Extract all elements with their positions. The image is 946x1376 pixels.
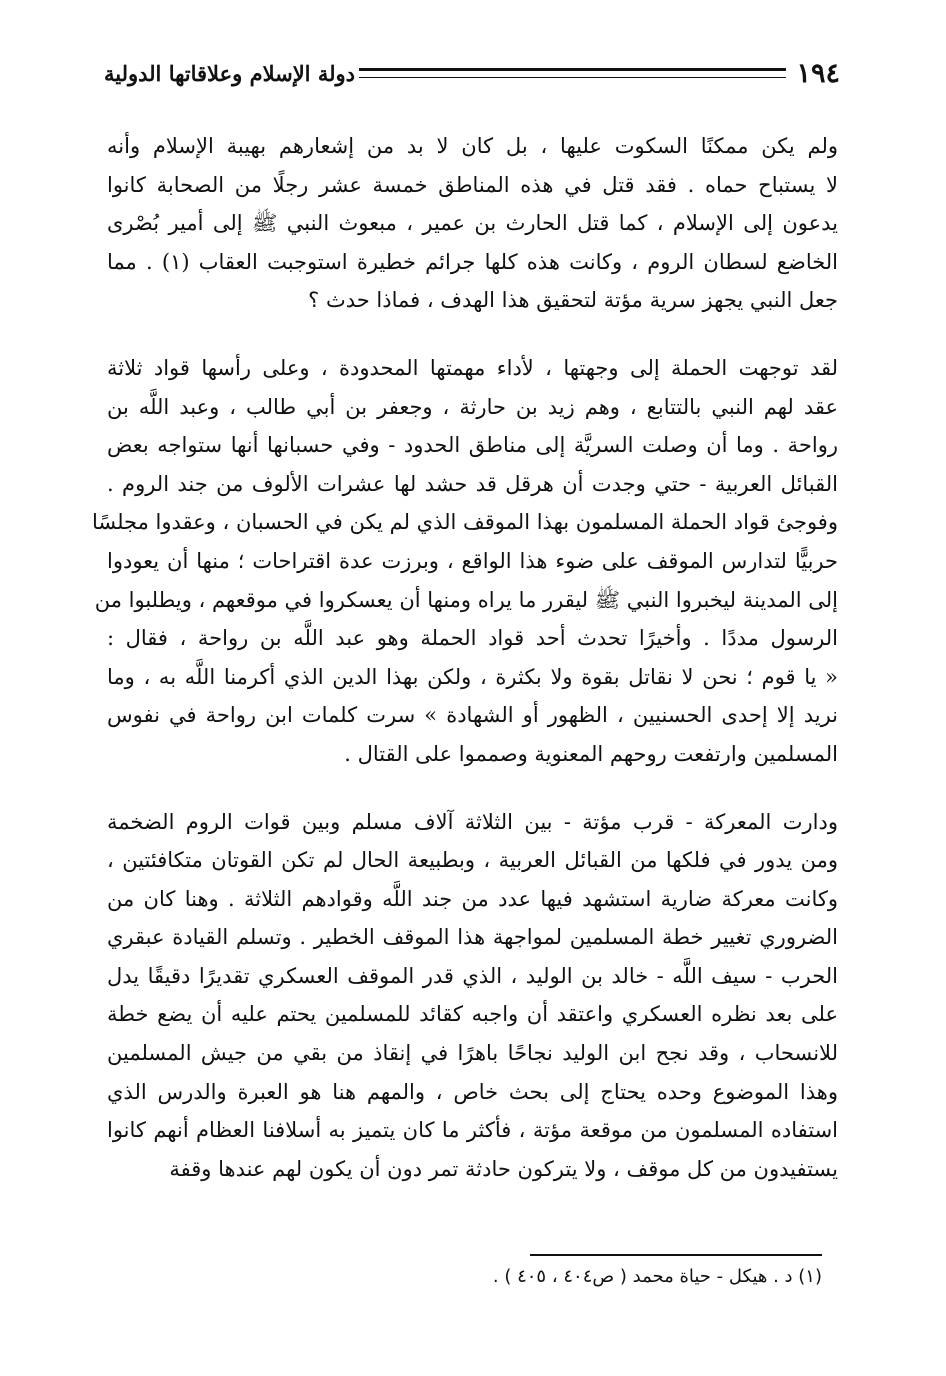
- running-header: [104, 56, 840, 90]
- text-line: حربيًّا لتدارس الموقف على ضوء هذا الواقع ، وبرزت عدة اقتراحات ؛ منها أن يعودوا: [107, 548, 838, 573]
- header-rule: [359, 68, 787, 78]
- text-line: الضروري تغيير خطة المسلمين لمواجهة هذا الموقف الخطير . وتسلم القيادة عبقري: [107, 925, 838, 950]
- running-title: دولة الإسلام وعلاقاتها الدولية: [104, 60, 355, 86]
- text-line: وهذا الموضوع وحده يحتاج إلى بحث خاص ، والمهم هنا هو العبرة والدرس الذي: [107, 1079, 838, 1104]
- text-line: القبائل العربية - حتي وجدت أن هرقل قد حشد لها عشرات الألوف من جند الروم .: [107, 471, 838, 496]
- text-line: ومن يدور في فلكها من القبائل العربية ، وبطبيعة الحال لم تكن القوتان متكافئتين ،: [107, 848, 838, 873]
- page-number: ١٩٤: [796, 57, 840, 89]
- text-line: نريد إلا إحدى الحسنيين ، الظهور أو الشهادة » سرت كلمات ابن رواحة في نفوس: [107, 703, 838, 728]
- text-line: وكانت معركة ضارية استشهد فيها عدد من جند اللَّه وقوادهم الثلاثة . وهنا كان من: [107, 886, 838, 911]
- text-line: يدعون إلى الإسلام ، كما قتل الحارث بن عمير ، مبعوث النبي ﷺ إلى أمير بُصْرى: [107, 211, 838, 236]
- paragraph: [107, 803, 838, 1189]
- paragraph: [107, 127, 838, 320]
- text-line: استفاده المسلمون من موقعة مؤتة ، فأكثر ما كان يتميز به أسلافنا العظام أنهم كانوا: [107, 1118, 838, 1143]
- text-line: الرسول مددًا . وأخيرًا تحدث أحد قواد الحملة وهو عبد اللَّه بن رواحة ، فقال :: [107, 626, 838, 651]
- text-line: ودارت المعركة - قرب مؤتة - بين الثلاثة آلاف مسلم وبين قوات الروم الضخمة: [107, 809, 838, 834]
- text-line: لا يستباح حماه . فقد قتل في هذه المناطق خمسة عشر رجلًا من الصحابة كانوا: [107, 172, 838, 197]
- paragraph: [91, 349, 838, 774]
- text-line: رواحة . وما أن وصلت السريَّة إلى مناطق الحدود - وفي حسبانها أنها ستواجه بعض: [107, 433, 838, 458]
- text-line: للانسحاب ، وقد نجح ابن الوليد نجاحًا باهرًا في إنقاذ من بقي من جيش المسلمين: [107, 1041, 838, 1066]
- page-body: [91, 127, 839, 1217]
- text-line: الخاضع لسطان الروم ، وكانت هذه كلها جرائم خطيرة استوجبت العقاب (١) . مما: [107, 249, 839, 274]
- text-line: على بعد نظره العسكري واعتقد أن واجبه كقائد للمسلمين يحتم عليه أن يضع خطة: [107, 1002, 838, 1027]
- text-line: « يا قوم ؛ نحن لا نقاتل بقوة ولا بكثرة ، ولكن بهذا الدين الذي أكرمنا اللَّه به ، وما: [107, 664, 838, 689]
- text-line: لقد توجهت الحملة إلى وجهتها ، لأداء مهمتها المحدودة ، وعلى رأسها قواد ثلاثة: [107, 355, 838, 380]
- text-line: عقد لهم النبي بالتتابع ، وهم زيد بن حارثة ، وجعفر بن أبي طالب ، وعبد اللَّه بن: [107, 394, 838, 419]
- text-line: وفوجئ قواد الحملة المسلمون بهذا الموقف الذي لم يكن في الحسبان ، وعقدوا مجلسًا: [91, 510, 838, 535]
- text-line: المسلمين وارتفعت روحهم المعنوية وصمموا على القتال .: [344, 741, 838, 766]
- text-line: جعل النبي يجهز سرية مؤتة لتحقيق هذا الهدف ، فماذا حدث ؟: [308, 288, 838, 313]
- text-line: الحرب - سيف اللَّه - خالد بن الوليد ، الذي قدر الموقف العسكري تقديرًا دقيقًا يدل: [107, 963, 838, 988]
- footnote: (١) د . هيكل - حياة محمد ( ص٤٠٤ ، ٤٠٥ ) .: [492, 1266, 822, 1287]
- text-line: إلى المدينة ليخبروا النبي ﷺ ليقرر ما يراه ومنها أن يعسكروا في موقعهم ، ويطلبوا من: [94, 587, 838, 612]
- text-line: ولم يكن ممكنًا السكوت عليها ، بل كان لا بد من إشعارهم بهيبة الإسلام وأنه: [107, 134, 838, 158]
- text-line: يستفيدون من كل موقف ، ولا يتركون حادثة تمر دون أن يكون لهم عندها وقفة: [169, 1156, 838, 1181]
- footnote-separator: [530, 1254, 822, 1256]
